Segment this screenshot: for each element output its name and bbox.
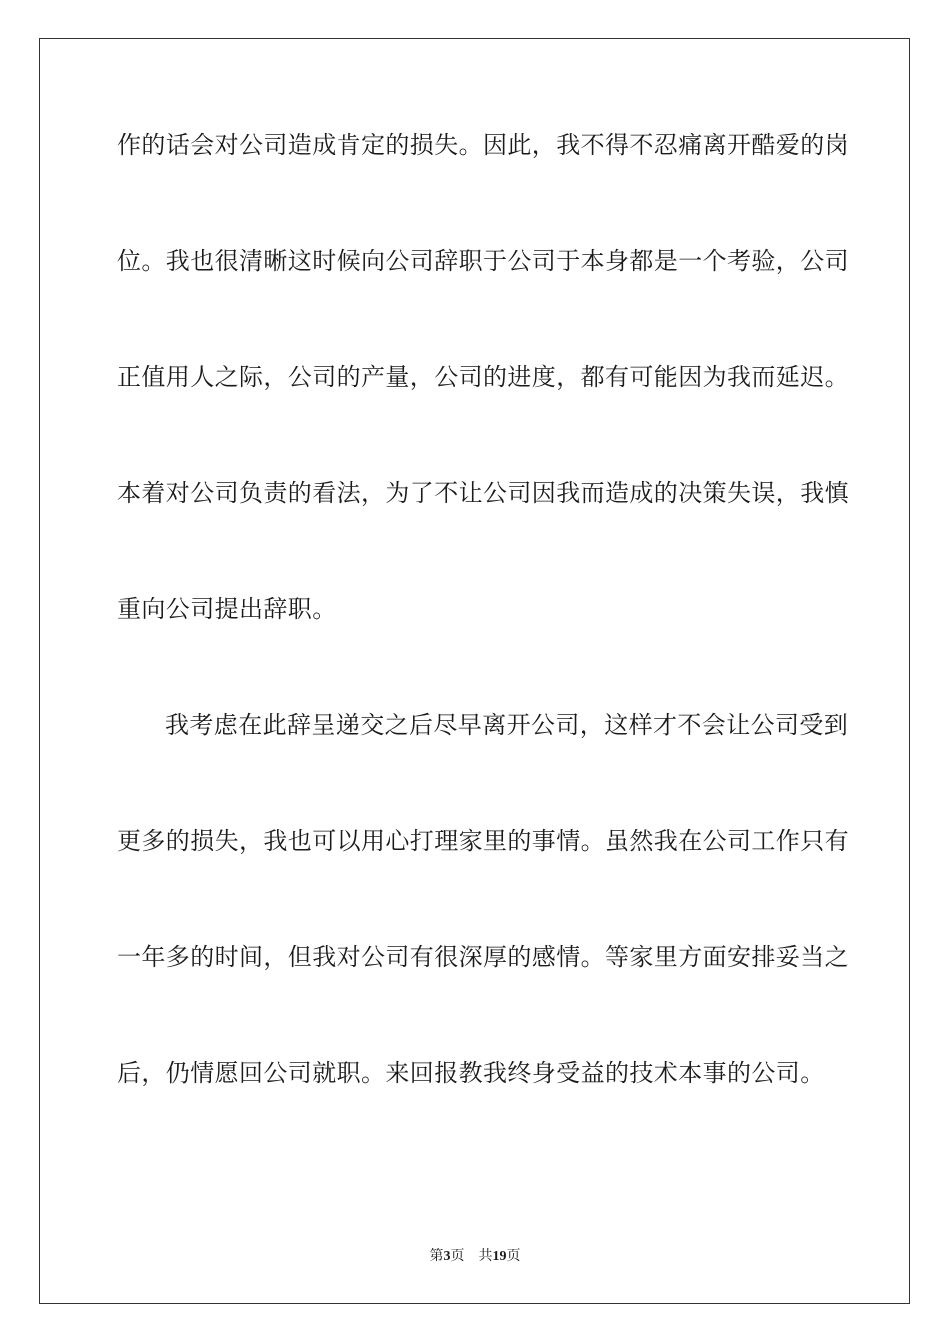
- page-suffix: 页: [450, 1249, 465, 1264]
- paragraph-line: 一年多的时间，但我对公司有很深厚的感情。等家里方面安排妥当之: [117, 943, 849, 971]
- paragraph-line: 更多的损失，我也可以用心打理家里的事情。虽然我在公司工作只有: [117, 827, 849, 855]
- total-pages-number: 19: [492, 1249, 507, 1264]
- current-page-number: 3: [443, 1249, 451, 1264]
- paragraph-line: 正值用人之际，公司的产量，公司的进度，都有可能因为我而延迟。: [117, 363, 849, 391]
- paragraph-line: 重向公司提出辞职。: [117, 595, 337, 623]
- total-suffix: 页: [506, 1249, 521, 1264]
- paragraph-line: 本着对公司负责的看法，为了不让公司因我而造成的决策失误，我慎: [117, 479, 849, 507]
- document-body: [117, 128, 849, 1172]
- page-footer: [0, 1247, 950, 1267]
- total-prefix: 共: [478, 1249, 493, 1264]
- paragraph-line: 后，仍情愿回公司就职。来回报教我终身受益的技术本事的公司。: [117, 1059, 825, 1087]
- paragraph-line: 位。我也很清晰这时候向公司辞职于公司于本身都是一个考验，公司: [117, 247, 849, 275]
- paragraph-line: 作的话会对公司造成肯定的损失。因此，我不得不忍痛离开酷爱的岗: [117, 131, 849, 159]
- paragraph-line: 我考虑在此辞呈递交之后尽早离开公司，这样才不会让公司受到: [165, 711, 849, 739]
- page-prefix: 第: [429, 1249, 444, 1264]
